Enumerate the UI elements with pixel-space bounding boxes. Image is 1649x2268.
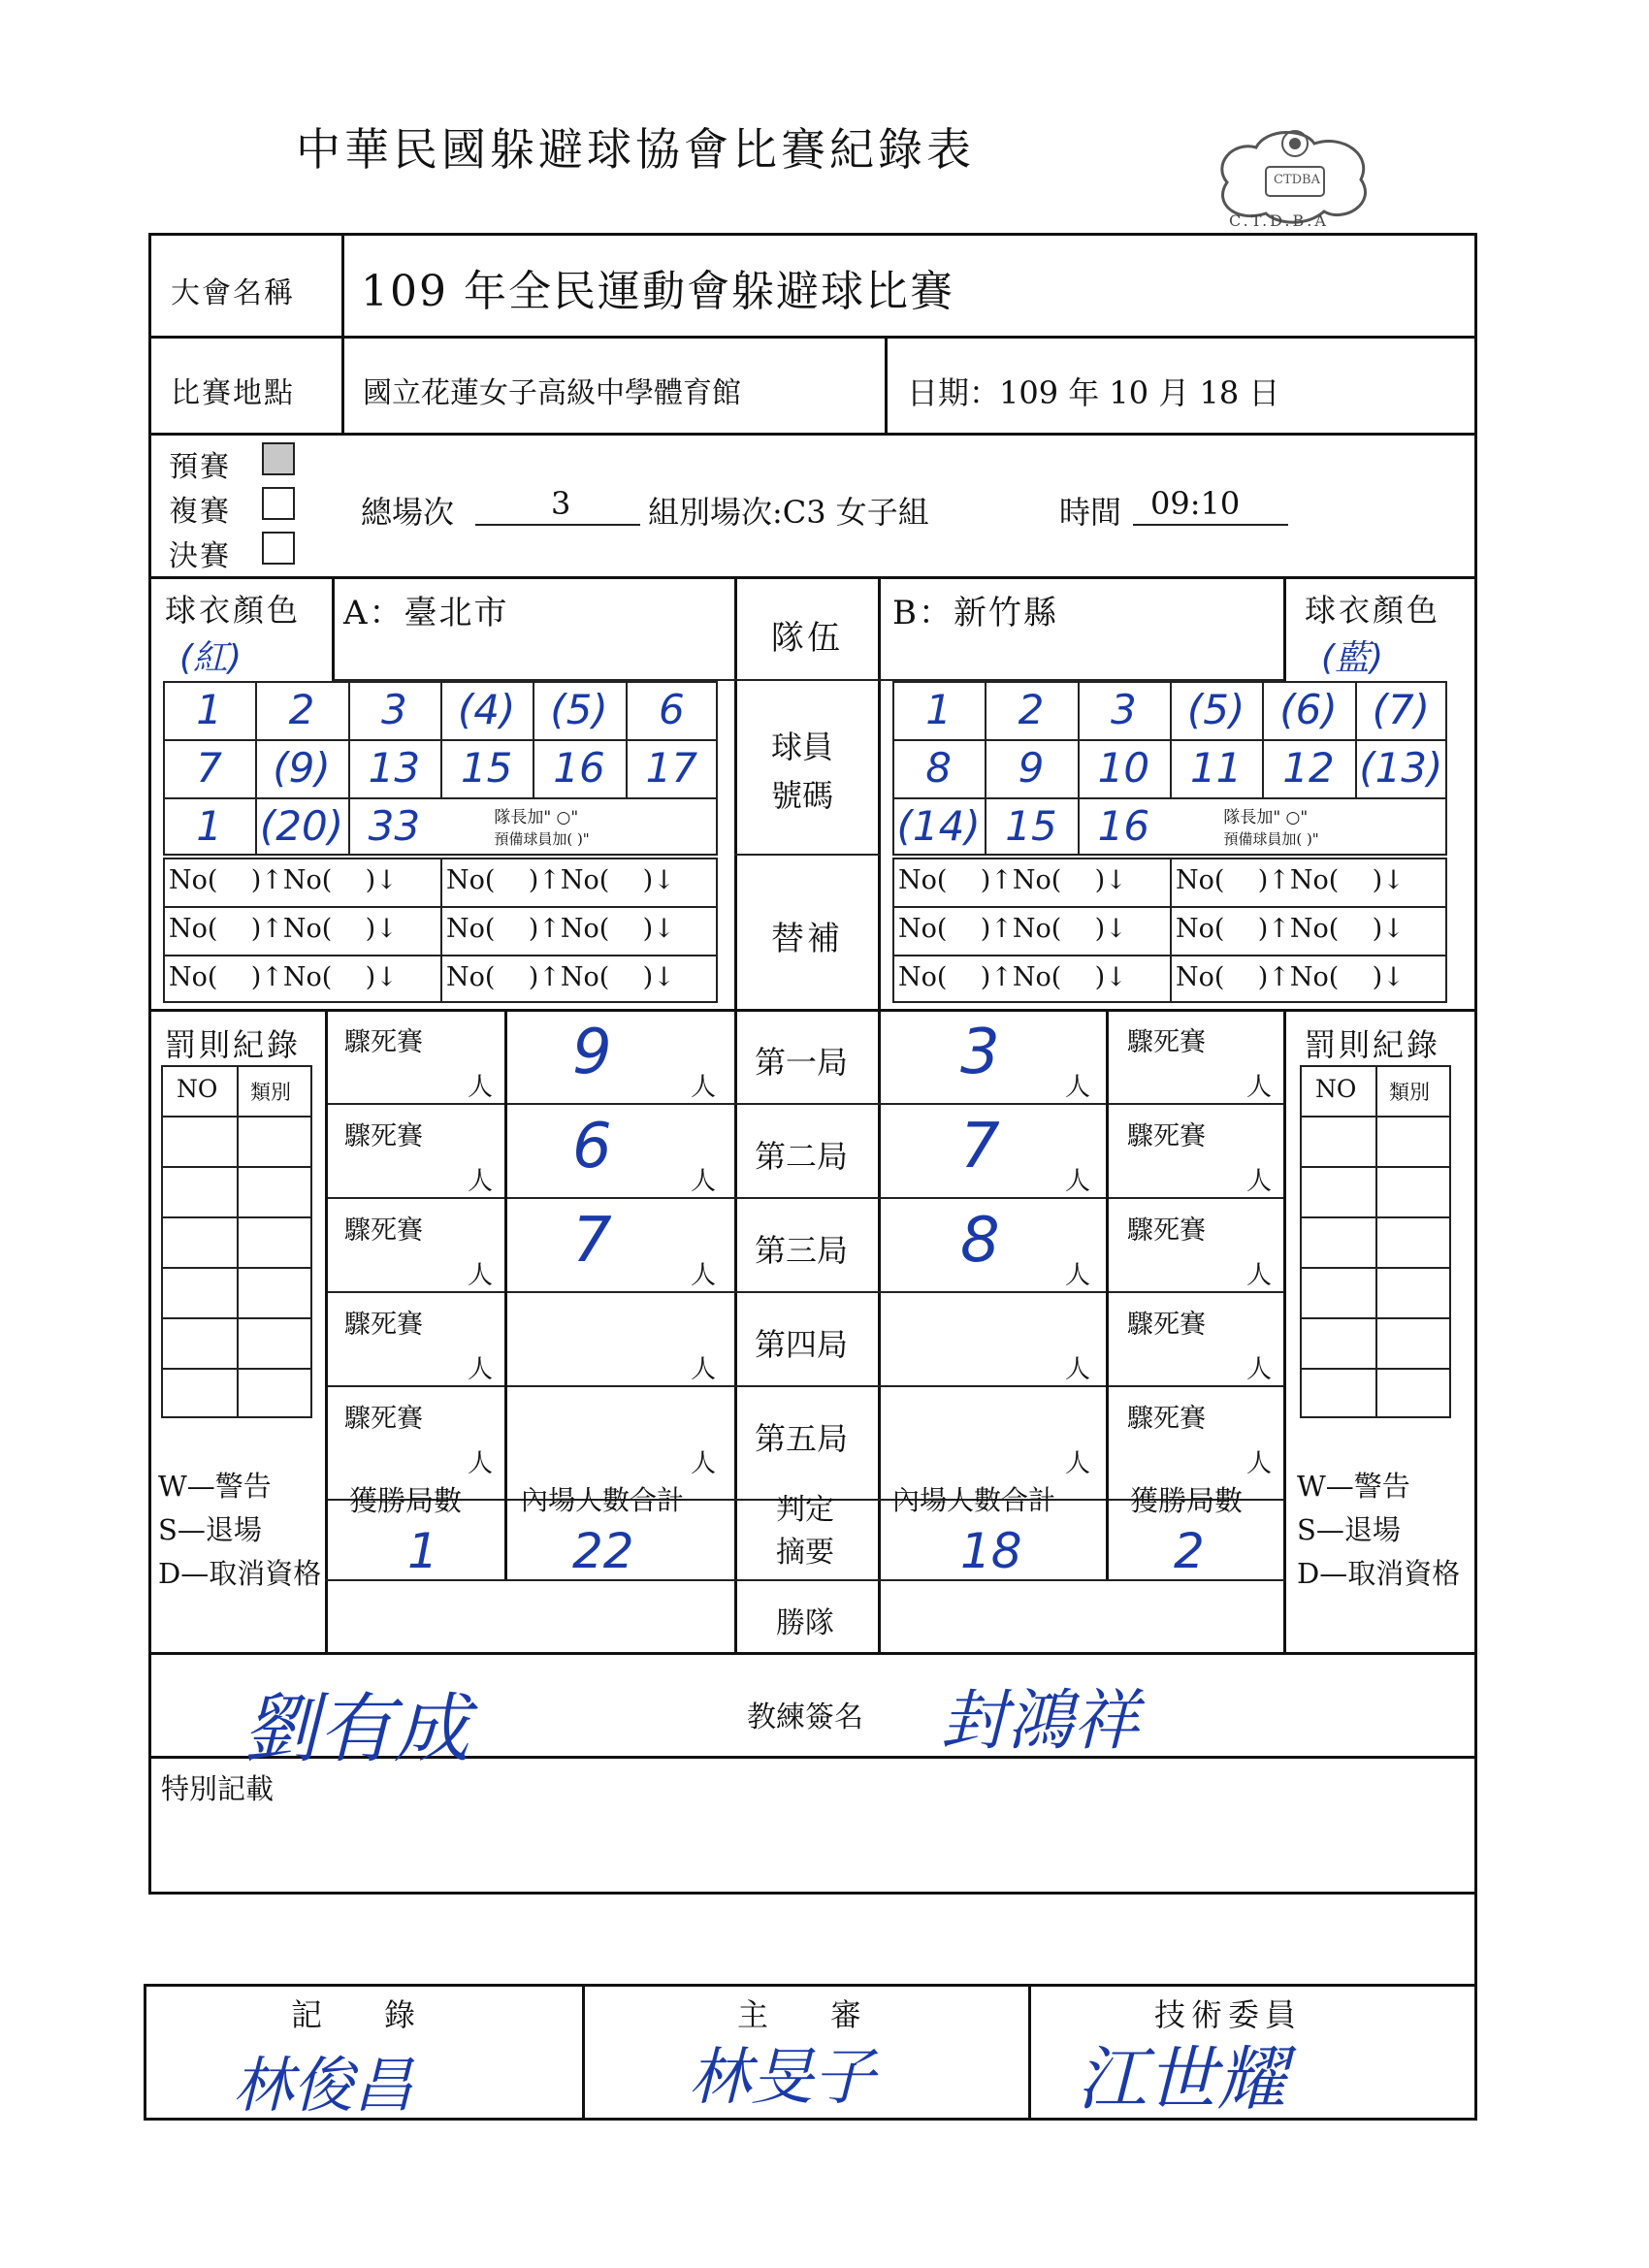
- game-row-line: [734, 1385, 880, 1387]
- game-row-line: [878, 1385, 1285, 1387]
- player-number: 1: [196, 802, 223, 850]
- team-b-game-score: 3: [960, 1017, 1000, 1088]
- player-number: 11: [1189, 744, 1243, 792]
- substitution-entry[interactable]: No( )↑No( )↓: [169, 962, 398, 992]
- player-number: 2: [1018, 686, 1045, 733]
- team-b-total: 18: [960, 1523, 1022, 1579]
- player-numbers-label: 球員 號碼: [771, 729, 834, 814]
- substitution-entry[interactable]: No( )↑No( )↓: [446, 865, 675, 895]
- game-row-line: [325, 1197, 735, 1199]
- total-match: 3: [551, 485, 571, 522]
- venue-label: 比賽地點: [171, 376, 295, 410]
- team-a-penalty-table: [161, 1065, 312, 1418]
- prelim-label: 預賽: [169, 450, 231, 484]
- final-label: 決賽: [169, 539, 231, 573]
- penalty-col-line: [237, 1065, 239, 1418]
- player-number: 16: [1097, 802, 1150, 850]
- team-a-game-score: 6: [572, 1111, 612, 1183]
- substitution-label: 替補: [771, 920, 843, 958]
- tech-label: 技術委員: [1154, 1996, 1303, 2033]
- venue: 國立花蓮女子高級中學體育館: [363, 376, 741, 410]
- coach-sign-label: 教練簽名: [747, 1701, 863, 1734]
- team-b-game-score: 8: [960, 1205, 1000, 1277]
- game-row-line: [878, 1291, 1285, 1293]
- game-row-line: [878, 1103, 1285, 1105]
- game-label: 第三局: [755, 1232, 849, 1269]
- game-row-line: [325, 1291, 735, 1293]
- player-number: 9: [1018, 744, 1045, 792]
- penalty-type-header: 類別: [1389, 1081, 1430, 1104]
- game-label: 第一局: [755, 1044, 849, 1081]
- referee-signature: 林旻子: [689, 2042, 875, 2114]
- team-a-jersey-color: (紅): [179, 638, 242, 678]
- game-row-line: [325, 1385, 735, 1387]
- group-match-label: 組別場次:C3 女子組: [648, 494, 929, 531]
- team-a-reserve-note: 預備球員加( )": [494, 830, 590, 848]
- person-unit: 人: [1246, 1073, 1273, 1102]
- team-b-name: B：新竹縣: [892, 594, 1058, 632]
- team-a-wins: 1: [407, 1523, 438, 1579]
- penalty-type-header: 類別: [250, 1081, 291, 1104]
- person-unit: 人: [468, 1073, 494, 1102]
- person-unit: 人: [691, 1167, 717, 1196]
- team-a-legend-s: S—退場: [158, 1513, 262, 1546]
- person-unit: 人: [1246, 1167, 1273, 1196]
- event-name-label: 大會名稱: [171, 276, 295, 310]
- game-row-line: [878, 1197, 1285, 1199]
- recorder-label: 記 錄: [291, 1996, 416, 2033]
- team-b-wins: 2: [1174, 1523, 1205, 1579]
- player-number: 3: [1110, 686, 1137, 733]
- game-label: 第二局: [755, 1138, 849, 1175]
- person-unit: 人: [1246, 1261, 1273, 1290]
- player-number: (9): [273, 744, 331, 792]
- team-b-legend-w: W—警告: [1297, 1470, 1410, 1503]
- tech-signature: 江世耀: [1077, 2038, 1287, 2120]
- player-number: 12: [1282, 744, 1335, 792]
- player-number: (13): [1359, 744, 1443, 792]
- player-number: (6): [1279, 686, 1338, 733]
- logo-inner-text: CTDBA: [1274, 173, 1320, 187]
- person-unit: 人: [1065, 1073, 1091, 1102]
- event-name: 109 年全民運動會躲避球比賽: [361, 267, 954, 316]
- team-b-sudden-death: 驟死賽: [1127, 1310, 1206, 1340]
- team-b-game-score: 7: [960, 1111, 1000, 1183]
- penalty-col-line: [1375, 1065, 1377, 1418]
- person-unit: 人: [468, 1261, 494, 1290]
- player-number: 13: [368, 744, 421, 792]
- player-number: (5): [550, 686, 608, 733]
- player-number: (7): [1372, 686, 1431, 733]
- team-a-sudden-death: 驟死賽: [344, 1404, 423, 1434]
- player-number: 8: [925, 744, 953, 792]
- sub-col-line: [1170, 858, 1172, 1003]
- player-number: (4): [457, 686, 516, 733]
- person-unit: 人: [691, 1449, 717, 1478]
- person-unit: 人: [1246, 1355, 1273, 1384]
- player-number: 1: [925, 686, 953, 733]
- team-a-captain-note: 隊長加" ○": [494, 808, 579, 827]
- player-number: (14): [896, 802, 981, 850]
- special-notes-label: 特別記載: [161, 1772, 275, 1805]
- game-row-line: [325, 1103, 735, 1105]
- player-number: 16: [553, 744, 605, 792]
- player-number: 2: [288, 686, 315, 733]
- team-b-coach-signature: 封鴻祥: [941, 1683, 1140, 1760]
- repechage-checkbox[interactable]: [262, 487, 295, 520]
- date: 109 年 10 月 18 日: [999, 374, 1280, 411]
- player-number: 17: [645, 744, 698, 792]
- person-unit: 人: [691, 1355, 717, 1384]
- team-a-substitutions: [163, 858, 718, 1003]
- team-b-penalty-label: 罰則紀錄: [1305, 1026, 1441, 1063]
- final-checkbox[interactable]: [262, 532, 295, 565]
- team-b-sudden-death: 驟死賽: [1127, 1215, 1206, 1246]
- team-b-captain-note: 隊長加" ○": [1223, 808, 1309, 827]
- team-a-legend-d: D—取消資格: [158, 1557, 322, 1590]
- substitution-entry[interactable]: No( )↑No( )↓: [1176, 962, 1405, 992]
- date-label: 日期：: [907, 374, 1001, 411]
- substitution-entry[interactable]: No( )↑No( )↓: [1176, 914, 1405, 944]
- team-a-sudden-death: 驟死賽: [344, 1027, 423, 1057]
- player-number: 6: [658, 686, 685, 733]
- person-unit: 人: [1065, 1355, 1091, 1384]
- team-b-player-grid: [892, 681, 1447, 856]
- penalty-no-header: NO: [1315, 1075, 1357, 1103]
- team-a-total-label: 內場人數合計: [521, 1484, 685, 1516]
- player-number: (20): [259, 802, 344, 850]
- time-value: 09:10: [1150, 485, 1241, 522]
- team-a-name: A：臺北市: [343, 594, 509, 632]
- player-number: (5): [1186, 686, 1245, 733]
- person-unit: 人: [1065, 1261, 1091, 1290]
- prelim-checkbox[interactable]: [262, 442, 295, 475]
- team-b-wins-label: 獲勝局數: [1130, 1484, 1244, 1517]
- substitution-entry[interactable]: No( )↑No( )↓: [898, 865, 1127, 895]
- person-unit: 人: [468, 1355, 494, 1384]
- game-row-line: [734, 1291, 880, 1293]
- person-unit: 人: [1246, 1449, 1273, 1478]
- substitution-entry[interactable]: No( )↑No( )↓: [446, 914, 675, 944]
- time-label: 時間: [1059, 494, 1122, 531]
- team-b-jersey-label: 球衣顏色: [1305, 592, 1441, 629]
- game-row-line: [734, 1197, 880, 1199]
- substitution-entry[interactable]: No( )↑No( )↓: [169, 914, 398, 944]
- association-logo: [1208, 126, 1382, 233]
- team-label: 隊伍: [771, 619, 843, 658]
- game-label: 第五局: [755, 1420, 849, 1457]
- person-unit: 人: [691, 1073, 717, 1102]
- person-unit: 人: [1065, 1167, 1091, 1196]
- penalty-no-header: NO: [177, 1075, 218, 1103]
- form-title: 中華民國躲避球協會比賽紀錄表: [296, 123, 975, 176]
- team-a-player-grid: [163, 681, 718, 856]
- person-unit: 人: [468, 1167, 494, 1196]
- substitution-entry[interactable]: No( )↑No( )↓: [898, 914, 1127, 944]
- team-a-penalty-label: 罰則紀錄: [165, 1026, 302, 1063]
- player-number: 15: [1005, 802, 1057, 850]
- substitution-entry[interactable]: No( )↑No( )↓: [169, 865, 398, 895]
- team-a-wins-label: 獲勝局數: [349, 1484, 463, 1517]
- player-number: 15: [460, 744, 513, 792]
- person-unit: 人: [1065, 1449, 1091, 1478]
- person-unit: 人: [468, 1449, 494, 1478]
- team-b-penalty-table: [1300, 1065, 1451, 1418]
- total-match-label: 總場次: [361, 494, 455, 531]
- team-a-game-score: 9: [572, 1017, 612, 1088]
- team-a-legend-w: W—警告: [158, 1470, 272, 1503]
- sub-col-line: [440, 858, 442, 1003]
- team-a-jersey-label: 球衣顏色: [165, 592, 302, 629]
- team-b-reserve-note: 預備球員加( )": [1223, 830, 1319, 848]
- referee-label: 主 審: [737, 1996, 862, 2033]
- team-b-sudden-death: 驟死賽: [1127, 1404, 1206, 1434]
- repechage-label: 複賽: [169, 495, 231, 529]
- substitution-entry[interactable]: No( )↑No( )↓: [1176, 865, 1405, 895]
- team-b-legend-d: D—取消資格: [1297, 1557, 1461, 1590]
- game-label: 第四局: [755, 1326, 849, 1363]
- player-number: 1: [196, 686, 223, 733]
- substitution-entry[interactable]: No( )↑No( )↓: [898, 962, 1127, 992]
- winner-label: 勝隊: [776, 1606, 834, 1640]
- team-a-game-score: 7: [572, 1205, 612, 1277]
- team-a-sudden-death: 驟死賽: [344, 1215, 423, 1246]
- team-b-total-label: 內場人數合計: [892, 1484, 1056, 1516]
- substitution-entry[interactable]: No( )↑No( )↓: [446, 962, 675, 992]
- team-b-sudden-death: 驟死賽: [1127, 1121, 1206, 1151]
- team-b-legend-s: S—退場: [1297, 1513, 1401, 1546]
- team-b-sudden-death: 驟死賽: [1127, 1027, 1206, 1057]
- team-a-sudden-death: 驟死賽: [344, 1121, 423, 1151]
- recorder-signature: 林俊昌: [233, 2050, 414, 2121]
- player-number: 7: [196, 744, 223, 792]
- game-row-line: [734, 1103, 880, 1105]
- player-number: 33: [368, 802, 421, 850]
- player-number: 3: [380, 686, 407, 733]
- logo-caption: C.T.D.B.A: [1229, 211, 1329, 230]
- team-a-sudden-death: 驟死賽: [344, 1310, 423, 1340]
- person-unit: 人: [691, 1261, 717, 1290]
- special-notes-area[interactable]: [151, 1804, 1474, 1979]
- player-number: 10: [1097, 744, 1150, 792]
- team-b-substitutions: [892, 858, 1447, 1003]
- team-b-jersey-color: (藍): [1321, 638, 1384, 678]
- ruling-label: 判定 摘要: [776, 1493, 834, 1570]
- team-a-coach-signature: 劉有成: [242, 1686, 470, 1773]
- team-a-total: 22: [572, 1523, 634, 1579]
